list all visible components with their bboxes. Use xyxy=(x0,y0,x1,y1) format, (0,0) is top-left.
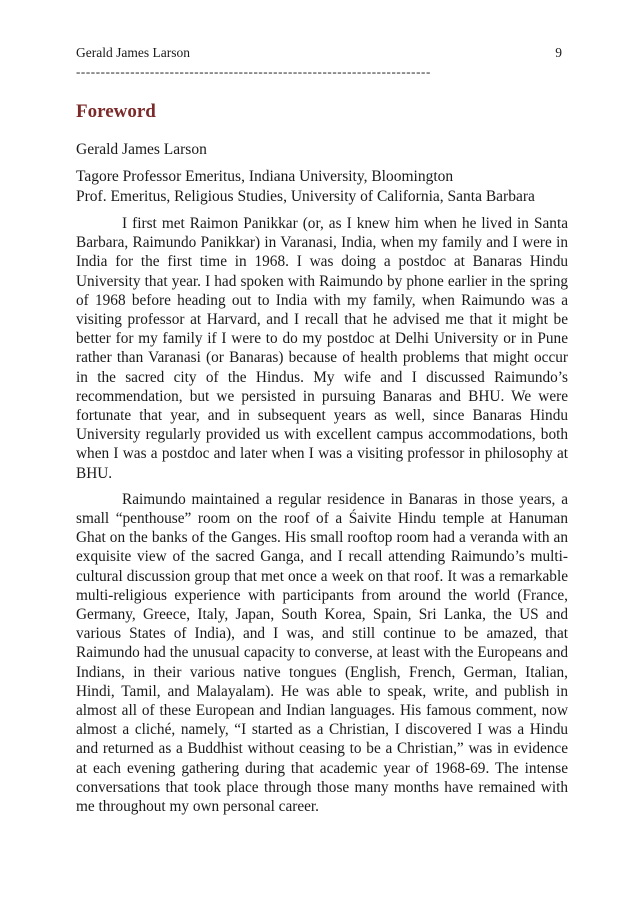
section-title: Foreword xyxy=(76,101,156,122)
running-title: Gerald James Larson xyxy=(76,45,190,60)
running-header xyxy=(76,44,568,62)
body-paragraph: Raimundo maintained a regular residence in Banaras in those years, a small “penthouse” room on the roof of a Śaivite Hindu temple at Hanuman Ghat on the banks of the Ganges. His small rooftop room had a veranda with an exquisite view of the sacred Ganga, and I recall attending Raimundo’s multi-cultural discussion group that met once a week on that roof. It was a remarkable multi-religious experience with participants from around the world (France, Germany, Greece, Italy, Japan, South Korea, Spain, Sri Lanka, the US and various States of India), and I was, and still continue to be amazed, that Raimundo had the unusual capacity to converse, at least with the Europeans and Indians, in their various native tongues (English, French, German, Italian, Hindi, Tamil, and Malayalam). He was able to speak, write, and publish in almost all of these European and Indian languages. His famous comment, now almost a cliché, namely, “I started as a Christian, I discovered I was a Hindu and returned as a Buddhist without ceasing to be a Christian,” was in evidence at each evening gathering during that academic year of 1968-69. The intense conversations that took place through those many months have remained with me throughout my own personal career. xyxy=(76,490,568,816)
author-name: Gerald James Larson xyxy=(76,141,207,158)
affiliation-line: Prof. Emeritus, Religious Studies, University of California, Santa Barbara xyxy=(76,188,535,205)
header-dashed-rule: ------------------------------------------------------------------------ xyxy=(76,65,431,79)
body-paragraph: I first met Raimon Panikkar (or, as I knew him when he lived in Santa Barbara, Raimundo Panikkar) in Varanasi, India, when my family and I were in India for the first time in 1968. I was doing a postdoc at Banaras Hindu University that year. I had spoken with Raimundo by phone earlier in the spring of 1968 before heading out to India with my family, when Raimundo was a visiting professor at Harvard, and I recall that he advised me that it might be better for my family if I were to do my postdoc at Delhi University or in Pune rather than Varanasi (or Banaras) because of health problems that might occur in the sacred city of the Hindus. My wife and I discussed Raimundo’s recommendation, but we persisted in pursuing Banaras and BHU. We were fortunate that year, and in subsequent years as well, since Banaras Hindu University regularly provided us with excellent campus accommodations, both when I was a postdoc and later when I was a visiting professor in philosophy at BHU. xyxy=(76,215,568,482)
body-text xyxy=(76,214,568,816)
document-page xyxy=(76,44,568,823)
affiliation-line: Tagore Professor Emeritus, Indiana University, Bloomington xyxy=(76,168,454,185)
author-affiliations xyxy=(76,167,568,207)
page-number: 9 xyxy=(555,45,562,60)
